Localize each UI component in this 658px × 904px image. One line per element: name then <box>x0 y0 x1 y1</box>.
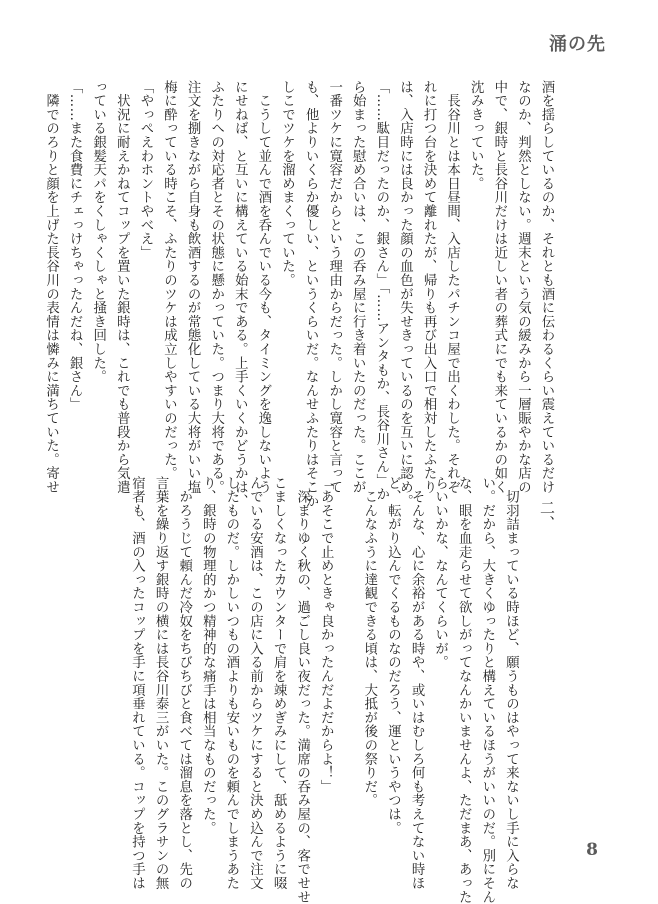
text-line: こうして並んで酒を呑んでいる今も、タイミングを逸しないよう <box>255 80 271 494</box>
text-line: こんなふうに達観できる頃は、大抵が後の祭りだ。 <box>361 476 377 808</box>
paragraph-gap <box>347 476 357 846</box>
text-line: り、銀時の物理的かつ精神的な痛手は相当なものだった。 <box>200 476 216 835</box>
text-line: っている銀髪天パをくしゃくしゃと掻き回した。 <box>90 80 106 384</box>
text-line: な、眼を血走らせて欲しがってなんかいませんよ、ただまあ、あった <box>456 476 472 904</box>
text-line: 沈みきっていた。 <box>468 80 484 191</box>
text-line: 「……駄目だったのか、銀さん」「……アンタもか、長谷川さん」か <box>373 80 389 502</box>
text-line: かろうじて頼んだ冷奴をちびちびと食べては溜息を落とし、先の <box>176 476 192 890</box>
text-line: れに打つ台を決めて離れたが、帰りも再び出入口で相対したふたり <box>421 80 437 494</box>
text-line: ら始まった慰め合いは、この呑み屋に行き着いたのだった。ここが <box>350 80 366 494</box>
text-line: そんな、心に余裕がある時や、或いはむしろ何も考えてない時ほ <box>409 476 425 890</box>
text-line: 切羽詰まっている時ほど、願うものはやって来ないし手に入らな <box>503 476 519 890</box>
text-line: 言葉を繰り返す銀時の横には長谷川泰三がいた。このグラサンの無 <box>153 476 169 890</box>
text-line: 中で、銀時と長谷川だけは近しい者の葬式にでも来ているかの如く <box>491 80 507 494</box>
text-line: らいいかな、なんてくらいが。 <box>432 476 448 670</box>
text-line: 深まりゆく秋の、過ごし良い夜だった。満席の呑み屋の、客でせせ <box>294 476 310 904</box>
paragraph-gap <box>337 476 347 846</box>
text-line: 一番ツケに寛容だからという理由からだった。しかし寛容と言って <box>326 80 342 494</box>
text-line: ど、転がり込んでくるものなのだろう、運というやつは。 <box>385 476 401 835</box>
text-line: しこでツケを溜めまくっていた。 <box>279 80 295 287</box>
text-line: 状況に耐えかねてコップを置いた銀時は、これでも普段から気遣 <box>114 80 130 494</box>
text-line: 隣でのろりと顔を上げた長谷川の表情は憐みに満ちていた。寄せ <box>43 80 59 494</box>
upper-text-block <box>39 80 558 508</box>
text-line: 「あそこで止めときゃ良かったんだよだからよ！」 <box>318 476 334 794</box>
text-line: 酒を揺らしているのか、それとも酒に伝わるくらい震えているだけ <box>539 80 554 494</box>
text-line: こましくなったカウンターで肩を竦めぎみにして、舐めるように啜 <box>271 476 287 890</box>
lower-text-block <box>125 476 558 904</box>
section-heading: 二、 <box>538 500 556 531</box>
running-title: 涌の先 <box>549 34 606 55</box>
page-number: 8 <box>586 840 598 860</box>
text-line: い。だから、大きくゆったりと構えているほうがいいのだ。別にそん <box>479 476 495 904</box>
text-line: 宿者も、酒の入ったコップを手に項垂れている。コップを持つ手は <box>129 476 145 890</box>
text-line: したものだ。しかしいつもの酒よりも安いものを頼んでしまうあた <box>223 476 239 890</box>
text-line: 「……また食費にチェっけちゃったんだね、銀さん」 <box>67 80 83 412</box>
text-line: ふたりへの対応者とその状態に懸かっていた。つまり大将である。 <box>208 80 224 494</box>
text-line: にせねば、と互いに構えている始末である。上手くいくかどうかは、 <box>232 80 248 508</box>
text-line: んでいる安酒は、この店に入る前からツケにすると決め込んで注文 <box>247 476 263 890</box>
text-line: 注文を捌きながら自身も飲酒するのが常態化している大将がいい塩 <box>185 80 201 494</box>
text-line: は、入店時には良かった顔の血色が失せきっているのを互いに認め。 <box>397 80 413 508</box>
text-line: 長谷川とは本日昼間、入店したパチンコ屋で出くわした。それぞ <box>444 80 460 494</box>
text-line: なのか、判然としない。週末という気の緩みから一層賑やかな店の <box>515 80 531 494</box>
text-line: 梅に酔っている時こそ、ふたりのツケは成立しやすいのだった。 <box>161 80 177 481</box>
text-line: 「やっぺえわホントやべえ」 <box>137 80 153 260</box>
text-line: も、他よりいくらか優しい、というくらいだ。なんせふたりはそこか <box>303 80 319 508</box>
